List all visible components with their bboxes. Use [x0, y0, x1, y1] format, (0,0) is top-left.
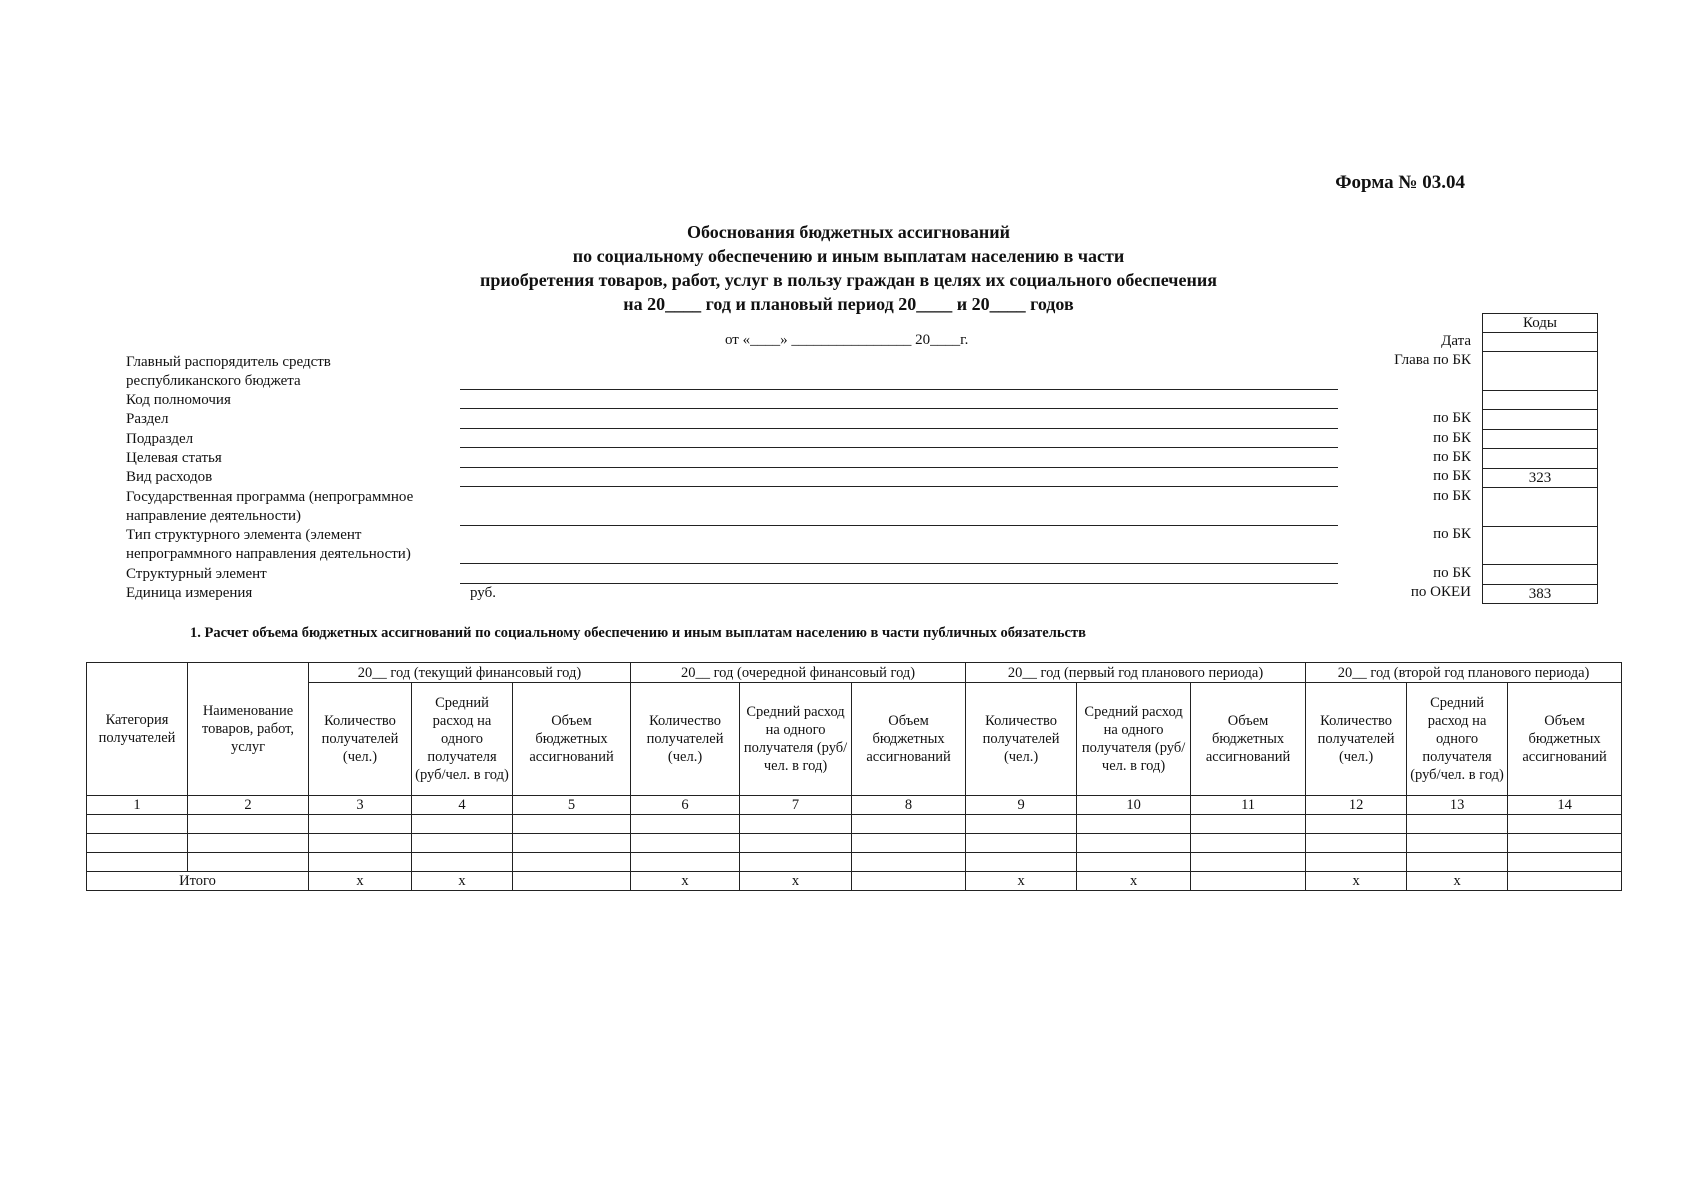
code-chapter[interactable]	[1483, 352, 1598, 391]
total-cell[interactable]	[1191, 872, 1306, 891]
table-cell[interactable]	[87, 834, 188, 853]
header-recipients-count: Количество получателей (чел.)	[966, 683, 1077, 796]
table-cell[interactable]	[1508, 834, 1622, 853]
date-line: от «____» ________________ 20____г.	[725, 332, 969, 348]
table-cell[interactable]	[852, 815, 966, 834]
right-label-element-type: по БК	[1433, 526, 1471, 542]
table-cell[interactable]	[1077, 815, 1191, 834]
code-structural-element[interactable]	[1483, 565, 1598, 585]
table-cell[interactable]	[1407, 834, 1508, 853]
table-cell[interactable]	[513, 815, 631, 834]
table-cell[interactable]	[966, 853, 1077, 872]
right-label-state-program: по БК	[1433, 488, 1471, 504]
code-expense-type[interactable]: 323	[1483, 469, 1598, 488]
column-number: 9	[966, 796, 1077, 815]
table-cell[interactable]	[309, 834, 412, 853]
right-label-expense-type: по БК	[1433, 468, 1471, 484]
label-subsection: Подраздел	[126, 431, 194, 447]
column-number-row	[87, 796, 1622, 815]
table-cell[interactable]	[87, 815, 188, 834]
header-avg-expense: Средний расход на одного получателя (руб/чел. в год)	[412, 683, 513, 796]
code-unit[interactable]: 383	[1483, 585, 1598, 604]
column-number: 7	[740, 796, 852, 815]
header-avg-expense: Средний расход на одного получателя (руб/чел. в год)	[740, 683, 852, 796]
table-cell[interactable]	[188, 834, 309, 853]
table-row	[87, 834, 1622, 853]
header-goods-name: Наименование товаров, работ, услуг	[188, 663, 309, 796]
header-avg-expense: Средний расход на одного получателя (руб/чел. в год)	[1077, 683, 1191, 796]
section-title: 1. Расчет объема бюджетных ассигнований по социальному обеспечению и иным выплатам населению в части публичных обязательств	[190, 625, 1086, 641]
table-cell[interactable]	[740, 815, 852, 834]
code-subsection[interactable]	[1483, 430, 1598, 449]
header-allocation-volume: Объем бюджетных ассигнований	[1191, 683, 1306, 796]
table-cell[interactable]	[631, 834, 740, 853]
right-label-unit: по ОКЕИ	[1410, 584, 1471, 600]
column-number: 12	[1306, 796, 1407, 815]
table-cell[interactable]	[966, 834, 1077, 853]
code-target-article[interactable]	[1483, 449, 1598, 469]
table-cell[interactable]	[1191, 834, 1306, 853]
table-cell[interactable]	[740, 853, 852, 872]
header-allocation-volume: Объем бюджетных ассигнований	[1508, 683, 1622, 796]
label-state-program-2: направление деятельности)	[126, 508, 302, 524]
title-line-1: Обоснования бюджетных ассигнований	[686, 222, 1011, 242]
table-cell[interactable]	[1407, 853, 1508, 872]
title-line-3: приобретения товаров, работ, услуг в пользу граждан в целях их социального обеспечения	[480, 270, 1217, 290]
document-title	[0, 220, 1697, 316]
x-mark: x	[740, 872, 852, 891]
table-row	[87, 853, 1622, 872]
label-authority-code: Код полномочия	[126, 392, 231, 408]
column-number: 11	[1191, 796, 1306, 815]
field-line-main-manager	[460, 389, 1338, 390]
column-number: 10	[1077, 796, 1191, 815]
x-mark: x	[1077, 872, 1191, 891]
table-cell[interactable]	[1191, 815, 1306, 834]
table-cell[interactable]	[1306, 815, 1407, 834]
label-target-article: Целевая статья	[126, 450, 222, 466]
column-number: 3	[309, 796, 412, 815]
code-element-type[interactable]	[1483, 527, 1598, 565]
table-cell[interactable]	[852, 834, 966, 853]
column-number: 4	[412, 796, 513, 815]
table-cell[interactable]	[412, 853, 513, 872]
table-cell[interactable]	[1407, 815, 1508, 834]
header-allocation-volume: Объем бюджетных ассигнований	[852, 683, 966, 796]
right-label-subsection: по БК	[1433, 430, 1471, 446]
label-element-type-2: непрограммного направления деятельности)	[126, 546, 411, 562]
header-recipients-count: Количество получателей (чел.)	[1306, 683, 1407, 796]
header-recipients-count: Количество получателей (чел.)	[631, 683, 740, 796]
field-line-section	[460, 428, 1338, 429]
table-cell[interactable]	[412, 834, 513, 853]
title-line-2: по социальному обеспечению и иным выплатам населению в части	[572, 246, 1125, 266]
total-cell[interactable]	[852, 872, 966, 891]
column-number: 6	[631, 796, 740, 815]
right-label-target-article: по БК	[1433, 449, 1471, 465]
column-number: 14	[1508, 796, 1622, 815]
calculation-table	[86, 662, 1622, 891]
table-cell[interactable]	[1306, 834, 1407, 853]
header-year-current: 20__ год (текущий финансовый год)	[309, 663, 631, 683]
code-authority[interactable]	[1483, 391, 1598, 410]
column-number: 2	[188, 796, 309, 815]
right-label-date: Дата	[1441, 333, 1471, 349]
table-row	[87, 815, 1622, 834]
table-cell[interactable]	[631, 853, 740, 872]
table-cell[interactable]	[740, 834, 852, 853]
codes-header: Коды	[1483, 314, 1598, 333]
field-line-authority-code	[460, 408, 1338, 409]
label-main-manager: Главный распорядитель средств	[126, 354, 331, 370]
table-cell[interactable]	[412, 815, 513, 834]
right-label-structural-element: по БК	[1433, 565, 1471, 581]
table-cell[interactable]	[852, 853, 966, 872]
table-cell[interactable]	[513, 834, 631, 853]
table-cell[interactable]	[188, 815, 309, 834]
table-cell[interactable]	[188, 853, 309, 872]
label-expense-type: Вид расходов	[126, 469, 213, 485]
table-cell[interactable]	[1077, 853, 1191, 872]
field-line-expense-type	[460, 486, 1338, 487]
x-mark: x	[412, 872, 513, 891]
title-line-4: на 20____ год и плановый период 20____ и 20____ годов	[623, 294, 1074, 314]
table-cell[interactable]	[1306, 853, 1407, 872]
codes-table	[1482, 313, 1598, 604]
table-cell[interactable]	[1077, 834, 1191, 853]
label-unit: Единица измерения	[126, 585, 253, 601]
total-cell[interactable]	[1508, 872, 1622, 891]
header-year-plan-2: 20__ год (второй год планового периода)	[1306, 663, 1622, 683]
table-cell[interactable]	[631, 815, 740, 834]
table-cell[interactable]	[1508, 853, 1622, 872]
total-cell[interactable]	[513, 872, 631, 891]
x-mark: x	[309, 872, 412, 891]
label-element-type: Тип структурного элемента (элемент	[126, 527, 362, 543]
x-mark: x	[631, 872, 740, 891]
total-row	[87, 872, 1622, 891]
table-cell[interactable]	[309, 815, 412, 834]
header-category: Категория получателей	[87, 663, 188, 796]
field-line-target-article	[460, 467, 1338, 468]
column-number: 8	[852, 796, 966, 815]
column-number: 5	[513, 796, 631, 815]
table-cell[interactable]	[513, 853, 631, 872]
header-year-next: 20__ год (очередной финансовый год)	[631, 663, 966, 683]
field-line-state-program	[460, 525, 1338, 526]
right-label-section: по БК	[1433, 410, 1471, 426]
table-cell[interactable]	[1508, 815, 1622, 834]
table-cell[interactable]	[1191, 853, 1306, 872]
header-allocation-volume: Объем бюджетных ассигнований	[513, 683, 631, 796]
label-structural-element: Структурный элемент	[126, 566, 267, 582]
label-section: Раздел	[126, 411, 169, 427]
code-state-program[interactable]	[1483, 488, 1598, 527]
label-main-manager-2: республиканского бюджета	[126, 373, 301, 389]
header-year-plan-1: 20__ год (первый год планового периода)	[966, 663, 1306, 683]
code-section[interactable]	[1483, 410, 1598, 430]
right-label-chapter: Глава по БК	[1394, 352, 1471, 368]
form-number: Форма № 03.04	[1335, 172, 1465, 193]
code-date[interactable]	[1483, 333, 1598, 352]
column-number: 1	[87, 796, 188, 815]
x-mark: x	[1407, 872, 1508, 891]
table-cell[interactable]	[309, 853, 412, 872]
table-cell[interactable]	[966, 815, 1077, 834]
x-mark: x	[1306, 872, 1407, 891]
column-number: 13	[1407, 796, 1508, 815]
field-line-subsection	[460, 447, 1338, 448]
field-line-element-type	[460, 563, 1338, 564]
table-cell[interactable]	[87, 853, 188, 872]
label-state-program: Государственная программа (непрограммное	[126, 489, 414, 505]
field-line-structural-element	[460, 583, 1338, 584]
unit-value: руб.	[470, 585, 496, 601]
header-recipients-count: Количество получателей (чел.)	[309, 683, 412, 796]
total-label: Итого	[87, 872, 309, 891]
header-avg-expense: Средний расход на одного получателя (руб/чел. в год)	[1407, 683, 1508, 796]
x-mark: x	[966, 872, 1077, 891]
